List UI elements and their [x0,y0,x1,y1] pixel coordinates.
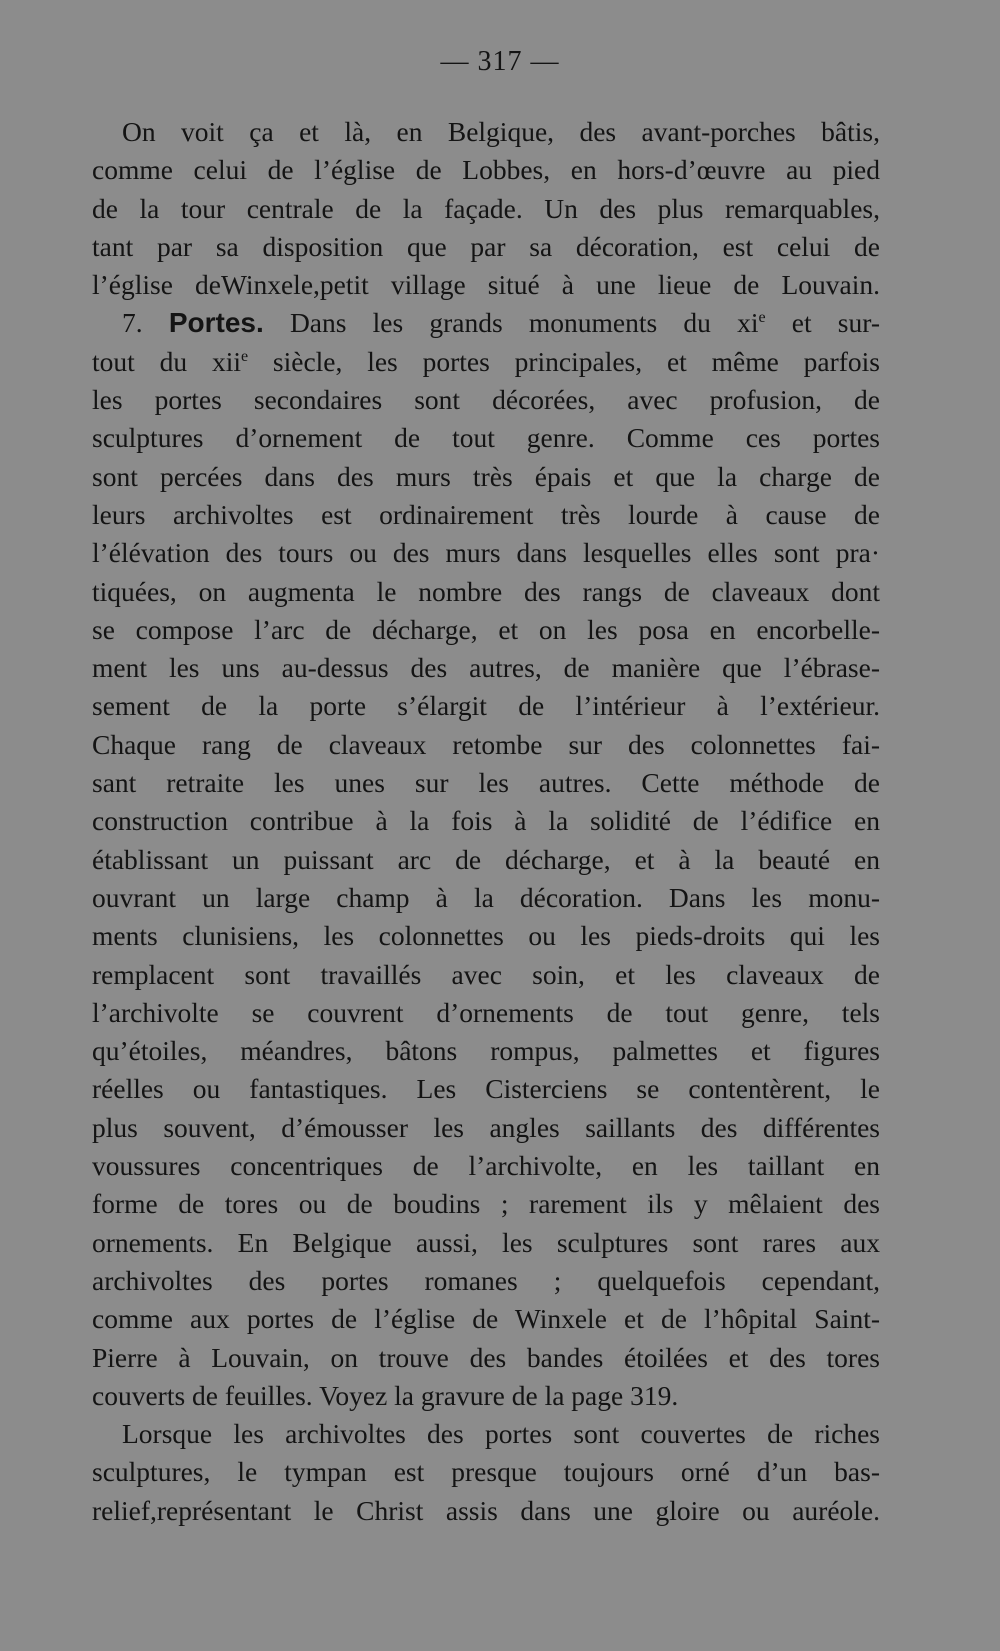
paragraph-portes [92,304,880,1415]
text-line: sculptures d’ornement de tout genre. Comme ces portes [92,422,880,454]
section-heading-line [92,304,880,342]
text-line [92,343,880,381]
text-line: établissant un puissant arc de décharge, et à la beauté en [92,843,880,875]
text-line: remplacent sont travaillés avec soin, et les claveaux de [92,958,880,990]
section-number: 7. [122,307,143,339]
text-fragment: siècle, les portes principales, et même parfois [272,345,881,377]
page-number: — 317 — [440,46,560,77]
text-line: archivoltes des portes romanes ; quelquefois cependant, [92,1264,880,1296]
text-line: qu’étoiles, méandres, bâtons rompus, palmettes et figures [92,1035,880,1067]
text-line: sement de la porte s’élargit de l’intérieur à l’extérieur. [92,690,880,722]
century-superscript: e [758,309,766,327]
text-line: sculptures, le tympan est presque toujours orné d’un bas- [92,1456,880,1488]
paragraph-tympan [92,1415,880,1530]
text-line: comme aux portes de l’église de Winxele et de l’hôpital Saint- [92,1303,880,1335]
body-text [92,113,880,1530]
text-line: Pierre à Louvain, on trouve des bandes étoilées et des tores [92,1341,880,1373]
text-line: ment les uns au-dessus des autres, de manière que l’ébrase- [92,652,880,684]
text-line: relief,représentant le Christ assis dans une gloire ou auréole. [92,1494,880,1526]
text-fragment: tout du [92,345,188,377]
text-line: tant par sa disposition que par sa décoration, est celui de [92,230,880,262]
text-fragment: Dans les grands monuments du [289,307,711,339]
text-line: sont percées dans des murs très épais et que la charge de [92,460,880,492]
text-line: voussures concentriques de l’archivolte, en les taillant en [92,1150,880,1182]
text-line: ouvrant un large champ à la décoration. Dans les monu- [92,881,880,913]
text-line: réelles ou fantastiques. Les Cisterciens se contentèrent, le [92,1073,880,1105]
text-line: l’élévation des tours ou des murs dans lesquelles elles sont pra· [92,537,880,569]
text-line: leurs archivoltes est ordinairement très lourde à cause de [92,498,880,530]
text-line: ments clunisiens, les colonnettes ou les pieds-droits qui les [92,920,880,952]
text-line: l’archivolte se couvrent d’ornements de tout genre, tels [92,996,880,1028]
text-line: l’église deWinxele,petit village situé à une lieue de Louvain. [92,269,880,301]
text-line: de la tour centrale de la façade. Un des plus remarquables, [92,192,880,224]
century-roman: xi [737,307,759,339]
century-numeral [737,307,766,338]
text-line: Lorsque les archivoltes des portes sont couvertes de riches [122,1418,880,1450]
text-line: ornements. En Belgique aussi, les sculptures sont rares aux [92,1226,880,1258]
text-fragment: et sur- [791,307,881,339]
text-line: se compose l’arc de décharge, et on les posa en encorbelle- [92,613,880,645]
century-superscript: e [240,347,249,365]
text-line: couverts de feuilles. Voyez la gravure de la page 319. [92,1379,679,1411]
text-line: sant retraite les unes sur les autres. Cette méthode de [92,767,880,799]
text-line: les portes secondaires sont décorées, avec profusion, de [92,384,880,416]
text-line: forme de tores ou de boudins ; rarement ils y mêlaient des [92,1188,880,1220]
century-roman: xii [211,345,241,377]
text-line: comme celui de l’église de Lobbes, en hors-d’œuvre au pied [92,154,880,186]
paragraph-avant-porches [92,113,880,304]
text-line: On voit ça et là, en Belgique, des avant-porches bâtis, [122,116,880,147]
text-line: plus souvent, d’émousser les angles saillants des différentes [92,1111,880,1143]
text-line: Chaque rang de claveaux retombe sur des colonnettes fai- [92,728,880,760]
text-line: tiquées, on augmenta le nombre des rangs de claveaux dont [92,575,880,607]
century-numeral [212,346,248,377]
section-heading: Portes. [168,307,264,339]
text-line: construction contribue à la fois à la solidité de l’édifice en [92,805,880,837]
